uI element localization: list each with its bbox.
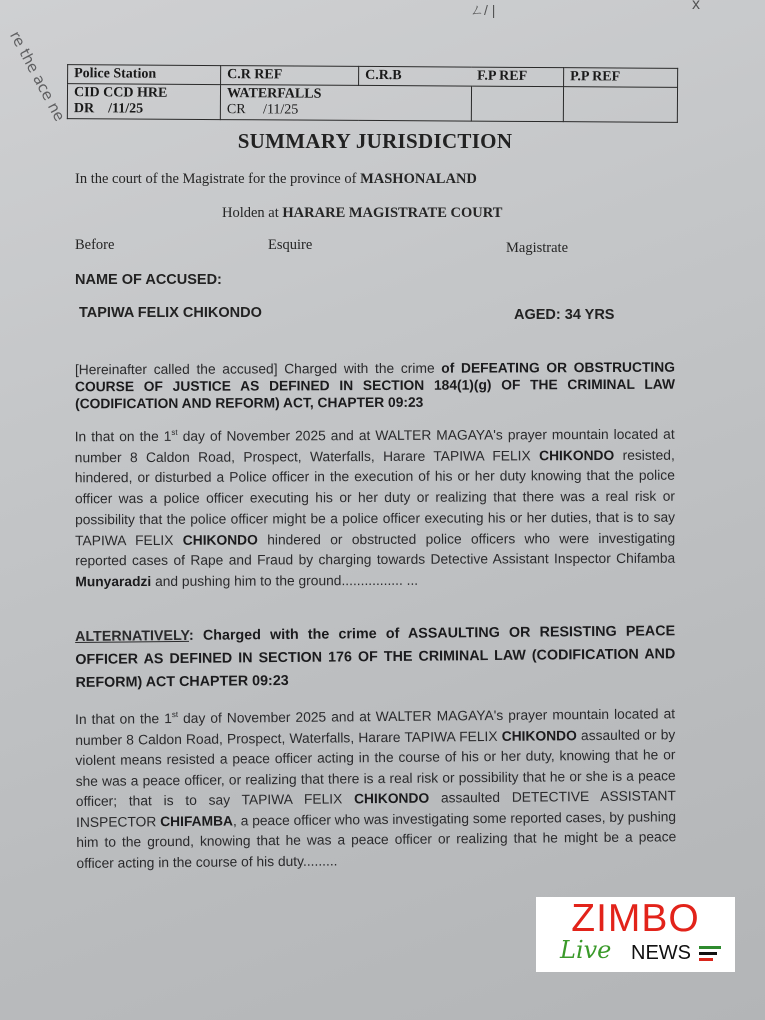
watermark-news: NEWS (631, 942, 691, 964)
header-crb: C.R.B (359, 66, 472, 86)
text-run: In that on the 1 (74, 428, 172, 445)
text-run: assaulted or by violent means resisted a peace officer acting in the course of his or her duty, knowing that he or she was a peace officer, or realizing that there is a real risk or possibility that he or she is a peace officer; that is to say TAPIWA FELIX (75, 726, 676, 809)
document-title: SUMMARY JURISDICTION (237, 129, 513, 153)
flag-stripes-icon (699, 946, 721, 961)
text-run: resisted, hindered, or disturbed a Police officer in the execution of his or her duty knowing that the police officer was a police officer executing his or her duty or realizing that there was a real risk or possibility that the police officer might be a police officer executing his or her duties, that is to say TAPIWA FELIX (74, 447, 676, 548)
accused-surname: CHIKONDO (501, 727, 577, 744)
court-name: HARARE MAGISTRATE COURT (282, 205, 503, 221)
header-police-station: Police Station (68, 65, 221, 85)
charge-intro: [Hereinafter called the accused] Charged with the crime (74, 360, 442, 378)
reference-table-value-row (67, 84, 677, 123)
holden-prefix: Holden at (222, 205, 283, 221)
before-label: Before (75, 237, 115, 253)
label-colon: : (188, 627, 203, 644)
watermark-live: Live (560, 936, 612, 964)
accused-age: AGED: 34 YRS (514, 307, 615, 323)
page-edge-handwriting: re the ace ne (6, 28, 69, 125)
ordinal-suffix: st (171, 427, 178, 437)
police-station-dr: DR /11/25 (73, 101, 144, 117)
cell-police-station (67, 84, 220, 120)
officer-name: Munyaradzi (75, 573, 152, 590)
text-run: and pushing him to the ground................ ... (151, 572, 419, 589)
charge-crime: of DEFEATING OR OBSTRUCTING COURSE OF JUSTICE AS DEFINED IN SECTION 184(1)(g) OF THE CRIMINAL LAW (CODIFICATION AND REFORM) ACT, CHAPTER 09:23 (74, 359, 676, 412)
watermark-brand: ZIMBO (571, 897, 700, 940)
accused-surname: CHIKONDO (539, 447, 615, 463)
accused-surname: CHIKONDO (182, 532, 258, 548)
text-run: In that on the 1 (75, 711, 172, 727)
text-run: , a peace officer who was investigating some reported cases, by pushing him to the ground, knowing that he was a peace officer or realizing that he might be a peace officer acting in the course of his duty......... (76, 808, 677, 871)
text-run: hindered or obstructed police officers who were investigating reported cases of Rape and Fraud by charging towards Detective Assistant Inspector Chifamba (75, 530, 676, 569)
cr-ref-station: WATERFALLS (226, 86, 322, 102)
police-station-name: CID CCD HRE (73, 85, 168, 101)
header-pp-ref: P.P REF (564, 68, 678, 88)
alternative-charge-text: Charged with the crime of ASSAULTING OR RESISTING PEACE OFFICER AS DEFINED IN SECTION 176 OF THE CRIMINAL LAW (CODIFICATION AND REFORM) ACT CHAPTER 09:23 (75, 623, 676, 691)
alternatively-label: ALTERNATIVELY (75, 627, 190, 645)
court-line (75, 171, 477, 188)
header-cr-ref: C.R REF (221, 66, 359, 86)
reference-table (67, 64, 678, 123)
accused-name: TAPIWA FELIX CHIKONDO (79, 305, 262, 321)
text-run: day of November 2025 and at WALTER MAGAYA's prayer mountain located at number 8 Caldon Road, Prospect, Waterfalls, Harare TAPIWA FELIX (74, 426, 675, 466)
alternative-charge-paragraph (75, 620, 676, 695)
court-line-prefix: In the court of the Magistrate for the province of (75, 171, 361, 187)
text-run: day of November 2025 and at WALTER MAGAYA's prayer mountain located at number 8 Caldon Road, Prospect, Waterfalls, Harare TAPIWA FELIX (75, 706, 676, 748)
top-edge-mark: ㄥ/ | (470, 2, 496, 18)
cell-cr-ref (220, 85, 471, 122)
province: MASHONALAND (360, 171, 477, 187)
accused-surname: CHIKONDO (353, 790, 430, 807)
text-run: assaulted DETECTIVE ASSISTANT INSPECTOR (76, 788, 676, 830)
cell-fp-ref (471, 86, 564, 122)
cr-ref-number: CR /11/25 (226, 102, 299, 118)
holden-line (222, 205, 502, 222)
top-edge-mark-right: x (692, 0, 700, 13)
zimbo-live-news-watermark (536, 897, 735, 972)
esquire-label: Esquire (268, 237, 313, 253)
charge-paragraph (75, 359, 675, 413)
header-fp-ref: F.P REF (471, 67, 564, 87)
particulars-paragraph-2 (75, 704, 677, 874)
magistrate-label: Magistrate (506, 240, 569, 256)
ordinal-suffix: st (171, 710, 179, 720)
particulars-paragraph-1 (75, 425, 676, 593)
cell-pp-ref (563, 87, 677, 123)
accused-label: NAME OF ACCUSED: (75, 272, 222, 288)
officer-name: CHIFAMBA (160, 812, 234, 829)
